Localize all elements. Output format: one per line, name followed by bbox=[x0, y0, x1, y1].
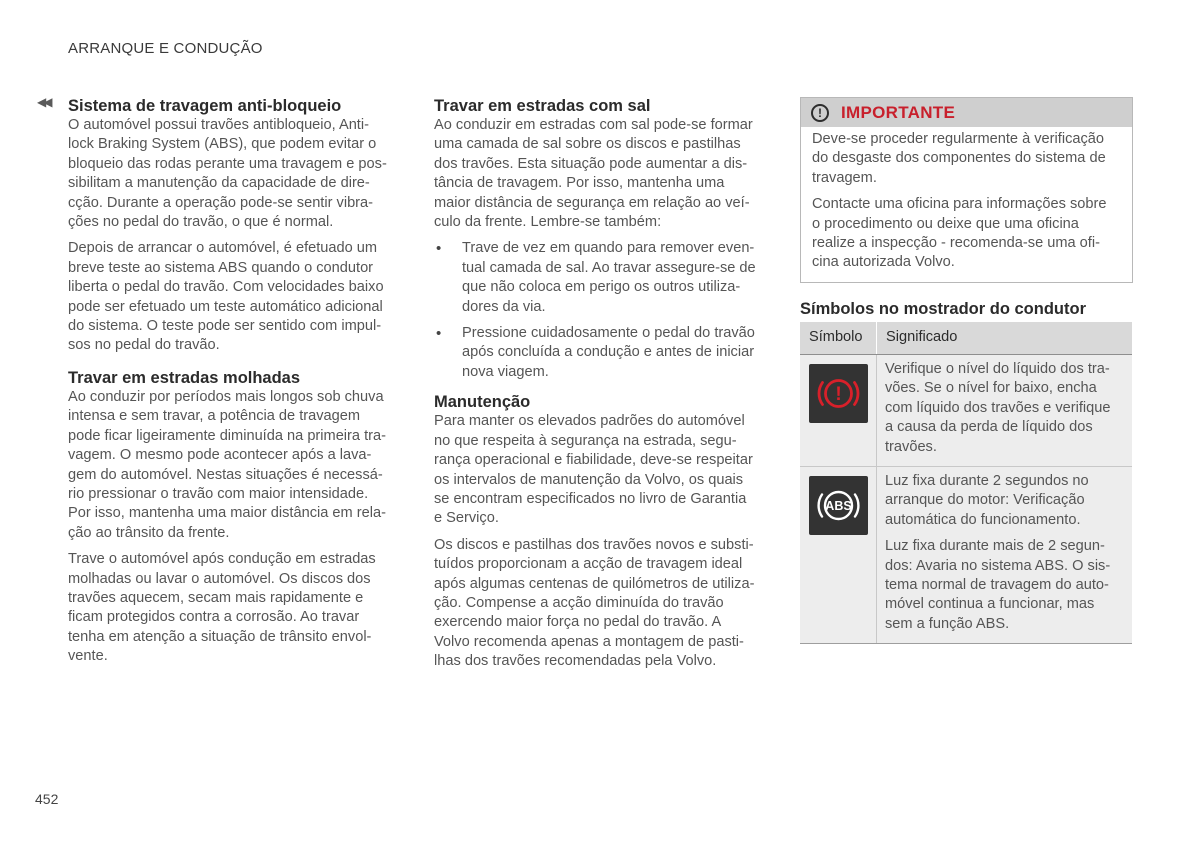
column-left bbox=[68, 96, 403, 667]
page-number: 452 bbox=[35, 791, 59, 807]
heading-maintenance: Manutenção bbox=[434, 393, 531, 412]
important-header bbox=[801, 98, 1132, 127]
symbols-heading: Símbolos no mostrador do condutor bbox=[800, 300, 1086, 318]
double-chevron-left-icon[interactable]: ◀◀ bbox=[37, 95, 50, 109]
table-row bbox=[800, 355, 1132, 467]
column-middle bbox=[434, 96, 769, 672]
table-header-row bbox=[800, 322, 1132, 355]
heading-abs: Sistema de travagem anti-bloqueio bbox=[68, 97, 342, 115]
paragraph: Verifique o nível do líquido dos tra- vões. Se o nível for baixo, encha com líquido dos travões e verifique a causa da perda de líquido dos travões. bbox=[885, 361, 1111, 455]
paragraph: Contacte uma oficina para informações sobre o procedimento ou deixe que uma oficina realize a inspecção - recomenda-se uma ofi- cina autorizada Volvo. bbox=[812, 196, 1107, 271]
paragraph: Deve-se proceder regularmente à verificação do desgaste dos componentes do sistema de travagem. bbox=[812, 131, 1106, 186]
symbol-cell bbox=[800, 467, 877, 644]
paragraph: Luz fixa durante 2 segundos no arranque do motor: Verificação automática do funcionamento. bbox=[885, 473, 1089, 528]
brake-warning-icon bbox=[809, 364, 868, 423]
abs-label: ABS bbox=[825, 499, 852, 514]
paragraph: O automóvel possui travões antibloqueio, Anti- lock Braking System (ABS), que podem evitar o bloqueio das rodas perante uma travagem e pos- sibilitam a manutenção da capacidade de dire- cção. Durante a operação pode-se sentir vibra- ções no pedal do travão, o que é normal. bbox=[68, 117, 387, 231]
paragraph: Ao conduzir em estradas com sal pode-se formar uma camada de sal sobre os discos e pastilhas dos travões. Esta situação pode aumentar a dis- tância de travagem. Por isso, mantenha uma maior distância de segurança em relação ao veí- culo da frente. Lembre-se também: bbox=[434, 117, 753, 231]
meaning-cell bbox=[877, 467, 1133, 644]
paragraph: Os discos e pastilhas dos travões novos e substi- tuídos proporcionam a acção de travagem ideal após algumas centenas de quilómetros de utiliza- ção. Compense a acção diminuída do travão exercendo maior força no pedal do travão. A Volvo recomenda apenas a montagem de pasti- lhas dos travões recomendadas pela Volvo. bbox=[434, 536, 755, 670]
bullet-list bbox=[434, 239, 769, 382]
symbols-table bbox=[800, 322, 1132, 644]
important-box bbox=[800, 97, 1133, 283]
section-header: ARRANQUE E CONDUÇÃO bbox=[68, 40, 263, 57]
table-row bbox=[800, 467, 1132, 644]
paragraph: Trave o automóvel após condução em estradas molhadas ou lavar o automóvel. Os discos dos travões aquecem, secam mais rapidamente e ficam protegidos contra a corrosão. Ao travar tenha em atenção a situação de trânsito envol- vente. bbox=[68, 551, 376, 665]
list-item: • Trave de vez em quando para remover even- tual camada de sal. Ao travar assegure-se de que não coloca em perigo os outros utiliza- dores da via. bbox=[434, 239, 769, 317]
column-header-meaning: Significado bbox=[877, 322, 1133, 355]
column-header-symbol: Símbolo bbox=[800, 322, 877, 355]
meaning-cell bbox=[877, 355, 1133, 467]
exclamation-circle-icon: ! bbox=[811, 104, 829, 122]
heading-salt-roads: Travar em estradas com sal bbox=[434, 97, 651, 115]
brake-warning-glyph: ! bbox=[835, 384, 842, 405]
important-body bbox=[801, 127, 1132, 282]
paragraph: Para manter os elevados padrões do automóvel no que respeita à segurança na estrada, segu- rança operacional e fiabilidade, deve-se respeitar os intervalos de manutenção da Volvo, os quais se encontram especificados no livro de Garantia e Serviço. bbox=[434, 413, 753, 527]
paragraph: Depois de arrancar o automóvel, é efetuado um breve teste ao sistema ABS quando o condutor liberta o pedal do travão. Com velocidades baixo pode ser efetuado um teste automático adicional do sistema. O teste pode ser sentido com impul- sos no pedal do travão. bbox=[68, 240, 384, 354]
heading-wet-roads: Travar em estradas molhadas bbox=[68, 368, 301, 387]
paragraph: Luz fixa durante mais de 2 segun- dos: Avaria no sistema ABS. O sis- tema normal de travagem do auto- móvel continua a funcionar, mas sem a função ABS. bbox=[885, 538, 1111, 632]
paragraph: Ao conduzir por períodos mais longos sob chuva intensa e sem travar, a potência de travagem pode ficar ligeiramente diminuída na primeira tra- vagem. O mesmo pode acontecer após a lava- gem do automóvel. Nestas situações é necessá- rio pressionar o travão com maior intensidade. Por isso, mantenha uma maior distância em rela- ção ao trânsito da frente. bbox=[68, 388, 386, 541]
list-item: • Pressione cuidadosamente o pedal do travão após concluída a condução e antes de iniciar nova viagem. bbox=[434, 324, 769, 382]
abs-icon bbox=[809, 476, 868, 535]
important-title: IMPORTANTE bbox=[841, 102, 956, 122]
symbol-cell bbox=[800, 355, 877, 467]
